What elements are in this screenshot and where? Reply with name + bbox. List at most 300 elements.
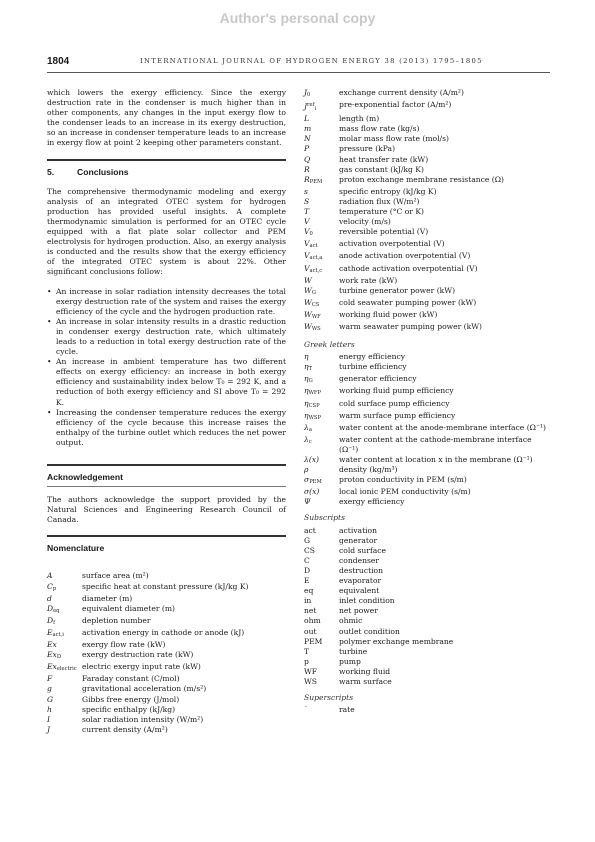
- nomenclature-entry: [304, 526, 550, 536]
- nomenclature-definition: warm seawater pumping power (kW): [339, 321, 483, 331]
- section-rule: [47, 486, 286, 487]
- nomenclature-entry: [304, 667, 550, 677]
- nomenclature-symbol: [47, 640, 82, 650]
- nomenclature-symbol: [304, 566, 339, 576]
- symbol-main: λ: [304, 434, 309, 444]
- symbol-subscript: WSP: [308, 414, 321, 421]
- nomenclature-entry: [304, 546, 550, 556]
- nomenclature-definition: molar mass flow rate (mol/s): [339, 134, 449, 144]
- nomenclature-definition: exergy destruction rate (kW): [82, 650, 194, 660]
- nomenclature-definition: density (kg/m³): [339, 465, 398, 475]
- nomenclature-entry: [304, 386, 550, 398]
- symbol-main: G: [304, 535, 311, 545]
- nomenclature-entry: [47, 684, 286, 694]
- nomenclature-entry: [304, 435, 550, 455]
- symbol-main: σ: [304, 475, 310, 485]
- nomenclature-symbol: [304, 251, 339, 263]
- nomenclature-definition: water content at the cathode-membrane interface (Ω⁻¹): [339, 434, 532, 454]
- section-rule: [47, 464, 286, 466]
- nomenclature-symbol: [304, 616, 339, 626]
- nomenclature-entry: [47, 725, 286, 735]
- symbol-subscript: act,i: [52, 631, 64, 638]
- nomenclature-definition: exchange current density (A/m²): [339, 88, 464, 97]
- nomenclature-entry: [304, 286, 550, 298]
- nomenclature-symbol: [304, 114, 339, 124]
- symbol-main: out: [304, 626, 317, 636]
- nomenclature-symbol: [304, 596, 339, 606]
- symbol-subscript: act,c: [309, 267, 323, 274]
- symbol-main: R: [304, 174, 310, 184]
- nomenclature-entry: [47, 594, 286, 604]
- nomenclature-entry: [304, 207, 550, 217]
- symbol-subscript: PEM: [309, 178, 323, 185]
- symbol-main: g: [47, 684, 52, 694]
- symbol-main: λ: [304, 422, 309, 432]
- nomenclature-entry: [47, 715, 286, 725]
- nomenclature-entry: [47, 662, 286, 674]
- nomenclature-entry: [47, 628, 286, 640]
- nomenclature-entry: [47, 582, 286, 594]
- nomenclature-definition: turbine efficiency: [339, 362, 407, 372]
- nomenclature-entry: [304, 197, 550, 207]
- nomenclature-symbol: [304, 144, 339, 154]
- nomenclature-entry: [304, 144, 550, 154]
- nomenclature-definition: activation: [339, 525, 378, 535]
- symbol-main: m: [304, 124, 312, 134]
- nomenclature-entry: [304, 276, 550, 286]
- nomenclature-symbol: [304, 386, 339, 398]
- nomenclature-entry: [304, 616, 550, 626]
- nomenclature-entry: [304, 566, 550, 576]
- nomenclature-entry: [304, 455, 550, 465]
- symbol-main: Q: [304, 154, 311, 164]
- symbol-subscript: G: [311, 289, 316, 296]
- nomenclature-entry: [304, 374, 550, 386]
- nomenclature-symbol: [304, 637, 339, 647]
- nomenclature-definition: exergy efficiency: [339, 497, 405, 507]
- nomenclature-symbol: [47, 715, 82, 725]
- nomenclature-symbol: [304, 352, 339, 362]
- symbol-main: ohm: [304, 616, 321, 626]
- nomenclature-symbol: [304, 455, 339, 465]
- nomenclature-entry: [304, 100, 550, 114]
- nomenclature-definition: length (m): [339, 114, 380, 124]
- nomenclature-definition: rate: [339, 705, 355, 715]
- symbol-main: T: [304, 646, 310, 656]
- nomenclature-definition: gas constant (kJ/kg K): [339, 164, 424, 174]
- nomenclature-symbol: [304, 606, 339, 616]
- symbol-main: η: [304, 398, 309, 408]
- nomenclature-definition: mass flow rate (kg/s): [339, 124, 420, 134]
- nomenclature-entry: [304, 677, 550, 687]
- nomenclature-entry: [304, 155, 550, 165]
- nomenclature-symbol: [304, 227, 339, 239]
- nomenclature-symbol: [304, 310, 339, 322]
- nomenclature-symbol: [304, 298, 339, 310]
- nomenclature-symbol: [304, 134, 339, 144]
- nomenclature-entry: [304, 411, 550, 423]
- nomenclature-symbol: [304, 264, 339, 276]
- symbol-main: J: [47, 724, 51, 734]
- nomenclature-symbol: [47, 616, 82, 628]
- nomenclature-symbol: [304, 155, 339, 165]
- nomenclature-definition: anode activation overpotential (V): [339, 251, 471, 261]
- nomenclature-definition: equivalent: [339, 586, 380, 596]
- nomenclature-symbol: [47, 705, 82, 715]
- nomenclature-definition: local ionic PEM conductivity (s/m): [339, 487, 471, 497]
- nomenclature-symbol: [304, 100, 339, 114]
- nomenclature-symbol: [47, 571, 82, 581]
- nomenclature-symbol: [304, 217, 339, 227]
- symbol-main: PEM: [304, 636, 323, 646]
- nomenclature-entry: [304, 124, 550, 134]
- conclusion-bullet: • An increase in solar radiation intensity decreases the total exergy destruction rate of the system and raises the exergy efficiency of the cycle and the hydrogen production rate.: [47, 287, 286, 317]
- nomenclature-entry: [304, 399, 550, 411]
- symbol-main: J: [304, 102, 308, 112]
- symbol-subscript: a: [308, 426, 312, 433]
- nomenclature-definition: specific enthalpy (kJ/kg): [82, 704, 176, 714]
- nomenclature-entry: [304, 352, 550, 362]
- nomenclature-symbol: [47, 662, 82, 674]
- nomenclature-symbol: [304, 556, 339, 566]
- conclusion-bullet: • Increasing the condenser temperature reduces the exergy efficiency of the cycle because this increase raises the enthalpy of the turbine outlet which reduces the net power output.: [47, 408, 286, 448]
- conclusions-list: [47, 287, 286, 449]
- nomenclature-symbol: [47, 684, 82, 694]
- symbol-main: Ex: [47, 640, 57, 650]
- nomenclature-symbol: [304, 187, 339, 197]
- nomenclature-symbol: [304, 497, 339, 507]
- symbol-main: C: [304, 555, 310, 565]
- nomenclature-entry: [304, 362, 550, 374]
- nomenclature-symbol: [304, 286, 339, 298]
- symbol-main: L: [304, 114, 310, 124]
- nomenclature-symbol: [304, 536, 339, 546]
- conclusions-title: Conclusions: [77, 166, 129, 177]
- nomenclature-symbol: [304, 487, 339, 497]
- nomenclature-entry: [304, 114, 550, 124]
- symbol-subscript: CSP: [308, 402, 320, 409]
- nomenclature-symbol: [304, 647, 339, 657]
- nomenclature-entry: [47, 705, 286, 715]
- nomenclature-entry: [304, 165, 550, 175]
- nomenclature-definition: equivalent diameter (m): [82, 603, 175, 613]
- nomenclature-entry: [304, 705, 550, 715]
- symbol-main: λ(x): [304, 455, 320, 464]
- nomenclature-definition: proton exchange membrane resistance (Ω): [339, 174, 505, 184]
- section-rule: [47, 535, 286, 537]
- nomenclature-definition: cold surface pump efficiency: [339, 398, 450, 408]
- symbol-subscript: c: [308, 438, 312, 445]
- nomenclature-definition: cold seawater pumping power (kW): [339, 297, 477, 307]
- nomenclature-definition: energy efficiency: [339, 352, 406, 362]
- nomenclature-definition: generator efficiency: [339, 374, 417, 384]
- superscripts-list: [304, 705, 550, 715]
- symbol-main: N: [304, 134, 311, 144]
- nomenclature-definition: generator: [339, 535, 378, 545]
- nomenclature-symbol: [47, 628, 82, 640]
- symbol-superscript: ref: [307, 102, 315, 109]
- nomenclature-symbol: [304, 576, 339, 586]
- nomenclature-definition: cathode activation overpotential (V): [339, 263, 478, 273]
- symbol-main: WF: [304, 666, 318, 676]
- nomenclature-symbol: [47, 725, 82, 735]
- symbol-main: η: [304, 362, 309, 372]
- nomenclature-entry: [304, 627, 550, 637]
- nomenclature-definition: working fluid: [339, 666, 391, 676]
- nomenclature-definition: evaporator: [339, 576, 382, 586]
- section-rule: [47, 159, 286, 161]
- nomenclature-entry: [47, 695, 286, 705]
- symbol-subscript: T: [308, 366, 313, 373]
- nomenclature-symbol: [304, 197, 339, 207]
- nomenclature-entry: [304, 657, 550, 667]
- nomenclature-list-right: [304, 88, 550, 334]
- nomenclature-definition: activation overpotential (V): [339, 239, 445, 249]
- symbol-subscript: WS: [311, 325, 321, 332]
- symbol-main: η: [304, 374, 309, 384]
- header-rule: [47, 72, 550, 73]
- nomenclature-symbol: [304, 657, 339, 667]
- nomenclature-symbol: [47, 674, 82, 684]
- symbol-subscript: eq: [53, 607, 60, 614]
- nomenclature-symbol: [304, 374, 339, 386]
- symbol-main: h: [47, 704, 52, 714]
- nomenclature-symbol: [47, 594, 82, 604]
- nomenclature-symbol: [304, 175, 339, 187]
- nomenclature-entry: [304, 586, 550, 596]
- nomenclature-entry: [304, 596, 550, 606]
- nomenclature-definition: turbine: [339, 646, 368, 656]
- nomenclature-definition: pump: [339, 656, 361, 666]
- nomenclature-definition: water content at the anode-membrane interface (Ω⁻¹): [339, 422, 546, 432]
- nomenclature-entry: [304, 556, 550, 566]
- nomenclature-entry: [304, 217, 550, 227]
- nomenclature-definition: ohmic: [339, 616, 363, 626]
- nomenclature-definition: temperature (°C or K): [339, 207, 424, 217]
- symbol-subscript: 0: [307, 92, 311, 98]
- conclusions-paragraph: The comprehensive thermodynamic modeling and exergy analysis of an integrated OTEC system for hydrogen production has provided useful insights. A complete thermodynamic simulation is performed for an OTEC cycle equipped with a flat plate solar collector and PEM electrolysis for hydrogen production. Also, an exergy analysis is conducted and the results show that the exergy efficiency of the integrated OTEC system is about 22%. Other significant conclusions follow:: [47, 186, 286, 277]
- conclusions-number: 5.: [47, 166, 55, 177]
- nomenclature-definition: diameter (m): [82, 593, 133, 603]
- nomenclature-symbol: [304, 677, 339, 687]
- nomenclature-definition: water content at location x in the membrane (Ω⁻¹): [339, 455, 533, 464]
- symbol-main: I: [47, 714, 50, 724]
- nomenclature-symbol: [304, 362, 339, 374]
- nomenclature-entry: [47, 650, 286, 662]
- nomenclature-symbol: [304, 399, 339, 411]
- nomenclature-entry: [304, 497, 550, 507]
- symbol-main: D: [304, 565, 311, 575]
- symbol-main: ρ: [304, 465, 309, 475]
- symbol-main: A: [47, 571, 53, 581]
- nomenclature-definition: depletion number: [82, 615, 151, 625]
- nomenclature-definition: Faraday constant (C/mol): [82, 674, 180, 684]
- nomenclature-symbol: [304, 705, 339, 715]
- symbol-main: W: [304, 309, 312, 319]
- nomenclature-entry: [304, 465, 550, 475]
- nomenclature-symbol: [47, 582, 82, 594]
- nomenclature-definition: turbine generator power (kW): [339, 285, 456, 295]
- subscripts-list: [304, 526, 550, 688]
- nomenclature-definition: specific entropy (kJ/kg K): [339, 186, 437, 196]
- symbol-main: Ψ: [304, 497, 311, 507]
- nomenclature-definition: pressure (kPa): [339, 144, 396, 154]
- symbol-main: net: [304, 606, 317, 616]
- symbol-main: R: [304, 164, 310, 174]
- watermark: Author's personal copy: [219, 10, 376, 26]
- nomenclature-entry: [304, 264, 550, 276]
- journal-header: INTERNATIONAL JOURNAL OF HYDROGEN ENERGY 38 (2013) 1795–1805: [140, 57, 483, 65]
- nomenclature-title: Nomenclature: [47, 543, 105, 554]
- nomenclature-entry: [47, 616, 286, 628]
- nomenclature-definition: solar radiation intensity (W/m²): [82, 714, 204, 724]
- nomenclature-entry: [47, 674, 286, 684]
- symbol-subscript: WFP: [308, 390, 321, 397]
- nomenclature-symbol: [304, 165, 339, 175]
- nomenclature-definition: radiation flux (W/m²): [339, 196, 420, 206]
- symbol-main: S: [304, 196, 310, 206]
- nomenclature-definition: exergy flow rate (kW): [82, 640, 166, 650]
- symbol-main: W: [304, 275, 312, 285]
- nomenclature-definition: inlet condition: [339, 596, 395, 606]
- symbol-subscript: WF: [311, 313, 321, 320]
- nomenclature-entry: [304, 88, 550, 100]
- symbol-main: T: [304, 207, 310, 217]
- acknowledgement-title: Acknowledgement: [47, 472, 123, 482]
- nomenclature-symbol: [47, 650, 82, 662]
- symbol-subscript: i: [314, 106, 317, 113]
- nomenclature-entry: [304, 576, 550, 586]
- nomenclature-symbol: [304, 475, 339, 487]
- nomenclature-entry: [304, 239, 550, 251]
- nomenclature-symbol: [304, 411, 339, 423]
- nomenclature-symbol: [304, 276, 339, 286]
- symbol-main: W: [304, 321, 312, 331]
- symbol-subscript: CS: [311, 301, 320, 308]
- superscripts-label: Superscripts: [304, 693, 354, 703]
- nomenclature-definition: heat transfer rate (kW): [339, 154, 429, 164]
- nomenclature-entry: [47, 571, 286, 581]
- nomenclature-definition: pre-exponential factor (A/m²): [339, 100, 452, 110]
- symbol-main: d: [47, 593, 52, 603]
- symbol-main: WS: [304, 676, 318, 686]
- symbol-main: W: [304, 297, 312, 307]
- right-column: [304, 88, 550, 715]
- symbol-main: F: [47, 674, 53, 684]
- symbol-subscript: electric: [56, 666, 77, 673]
- nomenclature-definition: cold surface: [339, 545, 387, 555]
- nomenclature-entry: [304, 310, 550, 322]
- nomenclature-definition: gravitational acceleration (m/s²): [82, 684, 207, 694]
- symbol-subscript: act: [309, 243, 318, 250]
- nomenclature-definition: reversible potential (V): [339, 227, 429, 237]
- nomenclature-entry: [304, 187, 550, 197]
- nomenclature-symbol: [304, 239, 339, 251]
- greek-letters-list: [304, 352, 550, 507]
- nomenclature-definition: current density (A/m²): [82, 724, 168, 734]
- nomenclature-entry: [304, 647, 550, 657]
- conclusion-bullet: • An increase in solar intensity results in a drastic reduction in condenser exergy destruction rate, which ultimately leads to a reduction in total exergy destruction rate of the cycle.: [47, 317, 286, 357]
- nomenclature-symbol: [304, 423, 339, 435]
- symbol-main: G: [47, 694, 54, 704]
- nomenclature-definition: net power: [339, 606, 378, 616]
- nomenclature-definition: warm surface: [339, 676, 392, 686]
- nomenclature-definition: specific heat at constant pressure (kJ/kg K): [82, 581, 249, 591]
- nomenclature-entry: [304, 423, 550, 435]
- symbol-main: η: [304, 352, 309, 362]
- nomenclature-definition: destruction: [339, 565, 384, 575]
- symbol-main: C: [47, 581, 53, 591]
- symbol-main: η: [304, 386, 309, 396]
- symbol-main: W: [304, 285, 312, 295]
- symbol-main: D: [47, 603, 54, 613]
- nomenclature-list-left: [47, 571, 286, 734]
- symbol-subscript: act,a: [309, 255, 323, 262]
- symbol-main: E: [304, 576, 310, 586]
- nomenclature-entry: [304, 175, 550, 187]
- nomenclature-entry: [304, 536, 550, 546]
- nomenclature-symbol: [304, 627, 339, 637]
- greek-letters-label: Greek letters: [304, 340, 355, 350]
- symbol-subscript: 0: [309, 231, 313, 238]
- nomenclature-definition: activation energy in cathode or anode (kJ): [82, 627, 245, 637]
- nomenclature-definition: electric exergy input rate (kW): [82, 662, 201, 672]
- nomenclature-symbol: [304, 546, 339, 556]
- conclusion-bullet: • An increase in ambient temperature has two different effects on exergy efficiency: an increase in both exergy efficiency and sustainability index below T₀ = 292 K, and a reduction of both exergy efficiency and SI above T₀ = 292 K.: [47, 357, 286, 407]
- symbol-subscript: G: [308, 378, 313, 385]
- symbol-main: eq: [304, 586, 314, 596]
- symbol-subscript: p: [52, 585, 57, 592]
- nomenclature-symbol: [47, 695, 82, 705]
- nomenclature-symbol: [304, 435, 339, 455]
- nomenclature-definition: surface area (m²): [82, 571, 149, 581]
- symbol-main: E: [47, 627, 53, 637]
- nomenclature-definition: warm surface pump efficiency: [339, 410, 456, 420]
- nomenclature-symbol: [304, 124, 339, 134]
- symbol-subscript: f: [53, 619, 56, 626]
- nomenclature-definition: work rate (kW): [339, 275, 398, 285]
- symbol-main: act: [304, 525, 316, 535]
- nomenclature-entry: [304, 227, 550, 239]
- nomenclature-entry: [47, 604, 286, 616]
- symbol-main: in: [304, 596, 312, 606]
- nomenclature-symbol: [304, 207, 339, 217]
- nomenclature-entry: [304, 322, 550, 334]
- nomenclature-entry: [304, 475, 550, 487]
- symbol-main: J: [304, 88, 308, 97]
- nomenclature-entry: [304, 134, 550, 144]
- nomenclature-symbol: [304, 586, 339, 596]
- symbol-main: V: [304, 239, 310, 249]
- left-column: [47, 88, 286, 735]
- symbol-main: V: [304, 217, 310, 227]
- symbol-subscript: D: [56, 654, 61, 661]
- nomenclature-definition: polymer exchange membrane: [339, 636, 454, 646]
- nomenclature-entry: [304, 487, 550, 497]
- nomenclature-symbol: [304, 465, 339, 475]
- symbol-main: σ(x): [304, 487, 320, 497]
- nomenclature-definition: Gibbs free energy (J/mol): [82, 694, 180, 704]
- nomenclature-symbol: [304, 667, 339, 677]
- conclusions-heading: [47, 167, 286, 177]
- symbol-main: p: [304, 656, 309, 666]
- nomenclature-symbol: [47, 604, 82, 616]
- symbol-main: ˙: [304, 705, 308, 715]
- nomenclature-definition: outlet condition: [339, 626, 400, 636]
- nomenclature-symbol: [304, 322, 339, 334]
- symbol-main: V: [304, 263, 310, 273]
- nomenclature-definition: proton conductivity in PEM (s/m): [339, 475, 467, 485]
